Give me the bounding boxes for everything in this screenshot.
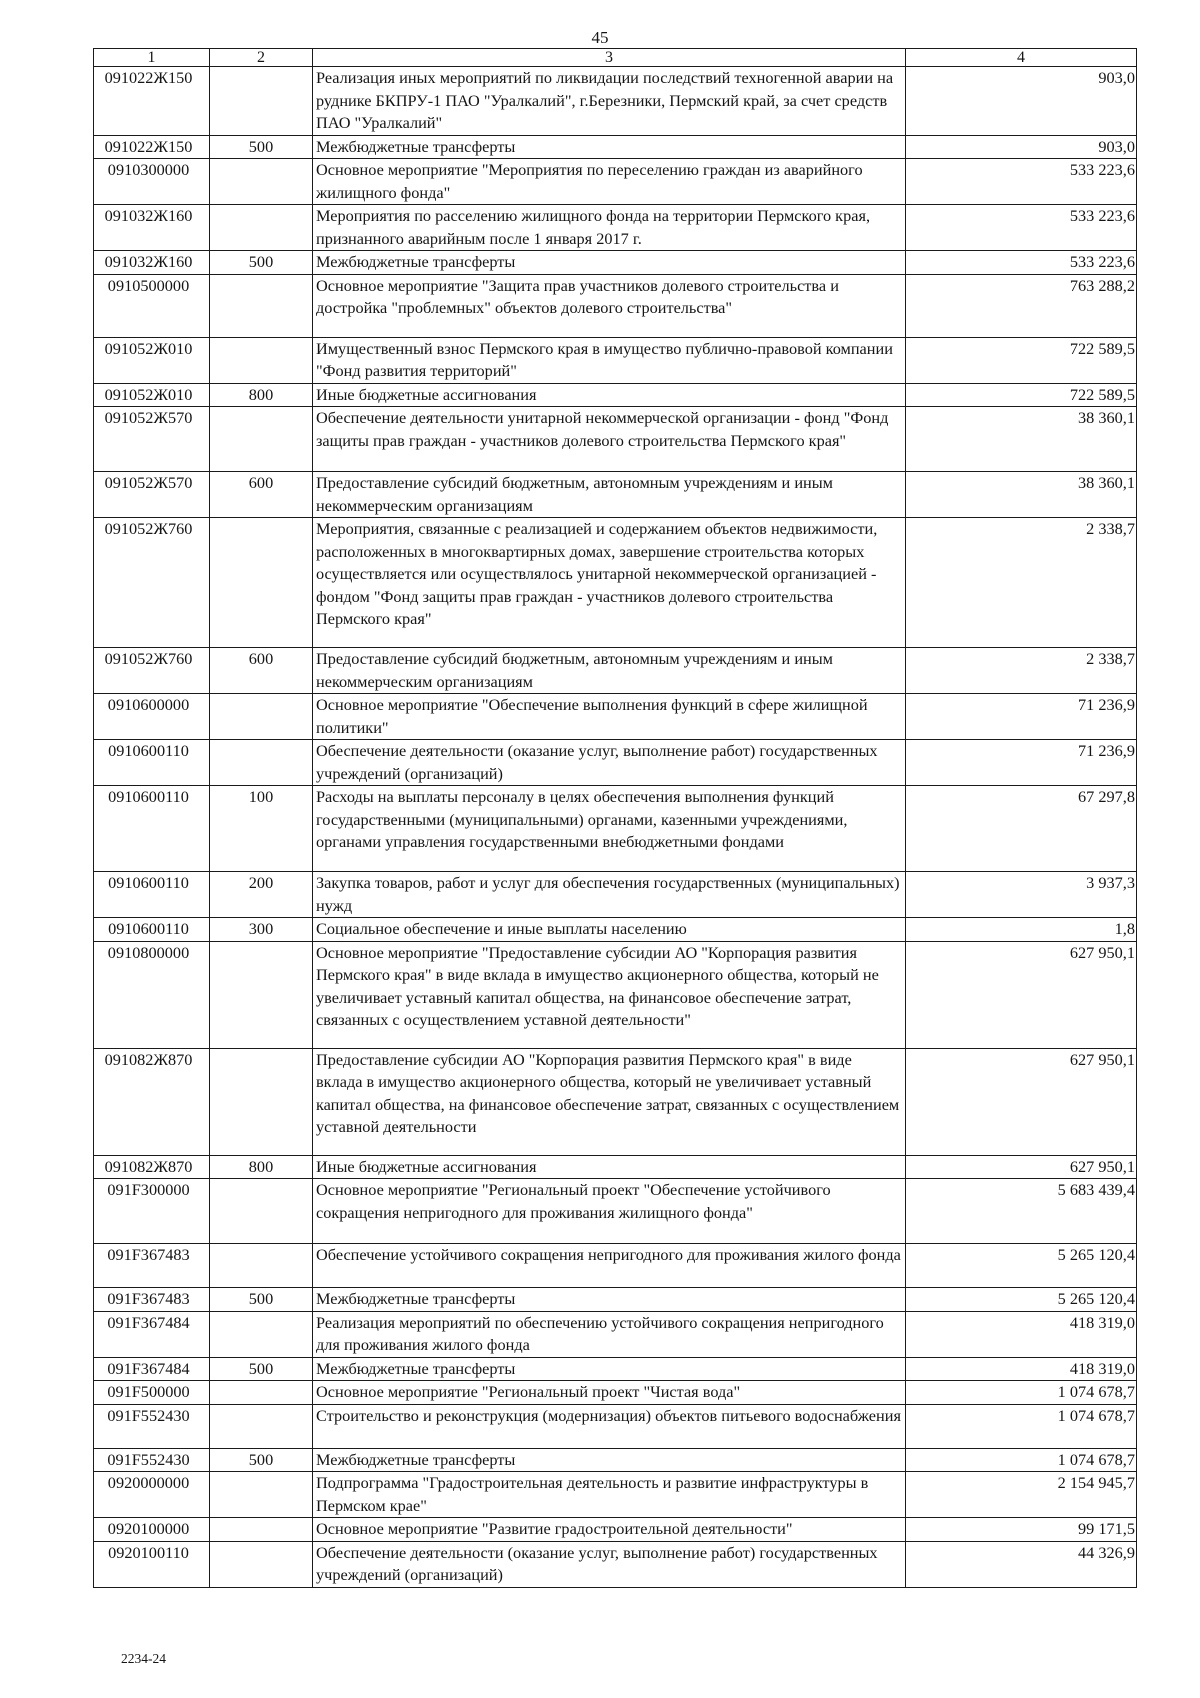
row-kind: 500 [210,1448,313,1472]
row-kind: 500 [210,1357,313,1381]
row-desc: Основное мероприятие "Мероприятия по переселению граждан из аварийного жилищного фонда" [313,159,906,205]
row-kind [210,159,313,205]
table-row [94,407,1137,472]
table-row [94,1518,1137,1542]
row-desc: Реализация иных мероприятий по ликвидации последствий техногенной аварии на руднике БКПРУ-1 ПАО "Уралкалий", г.Березники, Пермский край, за счет средств ПАО "Уралкалий" [313,67,906,136]
header-col-2: 2 [210,49,313,67]
row-code: 091082Ж870 [94,1048,210,1155]
row-code: 091032Ж160 [94,251,210,275]
row-code: 0910600110 [94,786,210,872]
row-kind: 800 [210,383,313,407]
table-row [94,1311,1137,1357]
table-row [94,1404,1137,1448]
header-row [94,49,1137,67]
row-kind [210,1311,313,1357]
row-code: 091F367484 [94,1311,210,1357]
table-row [94,1155,1137,1179]
budget-table [93,48,1137,1588]
table-row [94,1357,1137,1381]
row-kind [210,407,313,472]
row-code: 091052Ж760 [94,518,210,648]
row-amount: 1,8 [906,918,1137,942]
table-row [94,135,1137,159]
row-desc: Реализация мероприятий по обеспечению устойчивого сокращения непригодного для проживания жилого фонда [313,1311,906,1357]
row-desc: Основное мероприятие "Региональный проект "Обеспечение устойчивого сокращения непригодного для проживания жилищного фонда" [313,1179,906,1244]
row-kind: 100 [210,786,313,872]
row-amount: 533 223,6 [906,251,1137,275]
table-row [94,159,1137,205]
row-amount: 38 360,1 [906,407,1137,472]
table-row [94,1179,1137,1244]
row-code: 0910600110 [94,740,210,786]
row-desc: Межбюджетные трансферты [313,1288,906,1312]
row-desc: Мероприятия, связанные с реализацией и содержанием объектов недвижимости, расположенных в многоквартирных домах, завершение строительства которых осуществляется или осуществлялось унитарной некоммерческой организацией - фондом "Фонд защиты прав граждан - участников долевого строительства Пермского края" [313,518,906,648]
row-kind [210,337,313,383]
row-kind [210,941,313,1048]
row-desc: Строительство и реконструкция (модернизация) объектов питьевого водоснабжения [313,1404,906,1448]
row-amount: 763 288,2 [906,274,1137,337]
row-code: 0910600000 [94,694,210,740]
row-code: 091022Ж150 [94,135,210,159]
row-amount: 5 265 120,4 [906,1288,1137,1312]
row-code: 091F500000 [94,1381,210,1405]
row-amount: 533 223,6 [906,205,1137,251]
row-desc: Мероприятия по расселению жилищного фонда на территории Пермского края, признанного аварийным после 1 января 2017 г. [313,205,906,251]
row-amount: 3 937,3 [906,872,1137,918]
row-kind [210,1472,313,1518]
row-kind [210,1381,313,1405]
row-kind [210,274,313,337]
row-kind [210,518,313,648]
row-amount: 71 236,9 [906,740,1137,786]
row-code: 091052Ж570 [94,407,210,472]
table-row [94,786,1137,872]
row-code: 091F552430 [94,1404,210,1448]
row-kind [210,694,313,740]
table-row [94,1472,1137,1518]
row-amount: 5 683 439,4 [906,1179,1137,1244]
row-desc: Предоставление субсидии АО "Корпорация развития Пермского края" в виде вклада в имущество акционерного общества, который не увеличивает уставный капитал общества, на финансовое обеспечение затрат, связанных с осуществлением уставной деятельности [313,1048,906,1155]
table-row [94,918,1137,942]
table-row [94,740,1137,786]
row-code: 091F367484 [94,1357,210,1381]
row-desc: Подпрограмма "Градостроительная деятельность и развитие инфраструктуры в Пермском крае" [313,1472,906,1518]
row-amount: 903,0 [906,135,1137,159]
row-desc: Обеспечение деятельности унитарной некоммерческой организации - фонд "Фонд защиты прав граждан - участников долевого строительства Пермского края" [313,407,906,472]
table-row [94,1381,1137,1405]
row-kind: 500 [210,251,313,275]
row-kind [210,740,313,786]
table-row [94,67,1137,136]
table-row [94,872,1137,918]
row-code: 091082Ж870 [94,1155,210,1179]
row-amount: 627 950,1 [906,941,1137,1048]
row-code: 091F552430 [94,1448,210,1472]
row-amount: 533 223,6 [906,159,1137,205]
row-code: 091052Ж570 [94,472,210,518]
row-amount: 1 074 678,7 [906,1381,1137,1405]
row-desc: Межбюджетные трансферты [313,135,906,159]
row-desc: Основное мероприятие "Развитие градостроительной деятельности" [313,1518,906,1542]
row-desc: Закупка товаров, работ и услуг для обеспечения государственных (муниципальных) нужд [313,872,906,918]
table-row [94,274,1137,337]
table-row [94,941,1137,1048]
table-row [94,1244,1137,1288]
row-amount: 5 265 120,4 [906,1244,1137,1288]
row-desc: Основное мероприятие "Защита прав участников долевого строительства и достройка "проблемных" объектов долевого строительства" [313,274,906,337]
row-amount: 418 319,0 [906,1357,1137,1381]
row-kind: 600 [210,472,313,518]
row-code: 091F367483 [94,1244,210,1288]
row-kind [210,1244,313,1288]
row-kind [210,67,313,136]
row-kind [210,1048,313,1155]
row-amount: 71 236,9 [906,694,1137,740]
row-desc: Иные бюджетные ассигнования [313,1155,906,1179]
row-kind: 800 [210,1155,313,1179]
row-code: 091F367483 [94,1288,210,1312]
table-row [94,251,1137,275]
row-code: 0910800000 [94,941,210,1048]
row-code: 091022Ж150 [94,67,210,136]
row-code: 0920000000 [94,1472,210,1518]
row-code: 091052Ж010 [94,383,210,407]
row-kind [210,1518,313,1542]
row-amount: 627 950,1 [906,1155,1137,1179]
page-number: 45 [591,28,609,47]
row-kind: 300 [210,918,313,942]
row-amount: 67 297,8 [906,786,1137,872]
table-row [94,383,1137,407]
row-amount: 627 950,1 [906,1048,1137,1155]
row-amount: 722 589,5 [906,337,1137,383]
row-amount: 44 326,9 [906,1541,1137,1587]
row-kind [210,1404,313,1448]
table-row [94,648,1137,694]
row-code: 0910600110 [94,918,210,942]
row-amount: 2 154 945,7 [906,1472,1137,1518]
row-code: 0920100110 [94,1541,210,1587]
row-kind: 600 [210,648,313,694]
row-desc: Предоставление субсидий бюджетным, автономным учреждениям и иным некоммерческим организациям [313,648,906,694]
header-col-3: 3 [313,49,906,67]
table-row [94,1448,1137,1472]
table-row [94,1541,1137,1587]
row-desc: Основное мероприятие "Региональный проект "Чистая вода" [313,1381,906,1405]
row-desc: Межбюджетные трансферты [313,251,906,275]
row-amount: 38 360,1 [906,472,1137,518]
row-amount: 722 589,5 [906,383,1137,407]
row-desc: Имущественный взнос Пермского края в имущество публично-правовой компании "Фонд развития территорий" [313,337,906,383]
row-amount: 903,0 [906,67,1137,136]
row-desc: Иные бюджетные ассигнования [313,383,906,407]
table-row [94,518,1137,648]
header-col-4: 4 [906,49,1137,67]
row-code: 091032Ж160 [94,205,210,251]
row-amount: 1 074 678,7 [906,1448,1137,1472]
row-amount: 1 074 678,7 [906,1404,1137,1448]
header-col-1: 1 [94,49,210,67]
row-desc: Обеспечение устойчивого сокращения непригодного для проживания жилого фонда [313,1244,906,1288]
row-amount: 2 338,7 [906,518,1137,648]
row-code: 0910300000 [94,159,210,205]
row-desc: Обеспечение деятельности (оказание услуг, выполнение работ) государственных учреждений (организаций) [313,740,906,786]
row-code: 0910500000 [94,274,210,337]
row-code: 091052Ж760 [94,648,210,694]
row-code: 0920100000 [94,1518,210,1542]
row-kind [210,1541,313,1587]
document-code: 2234-24 [121,1651,166,1666]
row-kind [210,1179,313,1244]
table-row [94,694,1137,740]
row-kind: 500 [210,135,313,159]
row-desc: Межбюджетные трансферты [313,1448,906,1472]
table-row [94,472,1137,518]
row-kind: 200 [210,872,313,918]
row-desc: Предоставление субсидий бюджетным, автономным учреждениям и иным некоммерческим организациям [313,472,906,518]
row-amount: 418 319,0 [906,1311,1137,1357]
row-desc: Социальное обеспечение и иные выплаты населению [313,918,906,942]
row-desc: Обеспечение деятельности (оказание услуг, выполнение работ) государственных учреждений (организаций) [313,1541,906,1587]
row-desc: Основное мероприятие "Предоставление субсидии АО "Корпорация развития Пермского края" в виде вклада в имущество акционерного общества, который не увеличивает уставный капитал общества, на финансовое обеспечение затрат, связанных с осуществлением уставной деятельности" [313,941,906,1048]
table-row [94,1048,1137,1155]
table-row [94,205,1137,251]
row-code: 091F300000 [94,1179,210,1244]
row-amount: 2 338,7 [906,648,1137,694]
row-code: 091052Ж010 [94,337,210,383]
row-amount: 99 171,5 [906,1518,1137,1542]
row-code: 0910600110 [94,872,210,918]
table-row [94,1288,1137,1312]
row-desc: Межбюджетные трансферты [313,1357,906,1381]
row-desc: Расходы на выплаты персоналу в целях обеспечения выполнения функций государственными (муниципальными) органами, казенными учреждениями, органами управления государственными внебюджетными фондами [313,786,906,872]
row-desc: Основное мероприятие "Обеспечение выполнения функций в сфере жилищной политики" [313,694,906,740]
row-kind: 500 [210,1288,313,1312]
table-row [94,337,1137,383]
row-kind [210,205,313,251]
